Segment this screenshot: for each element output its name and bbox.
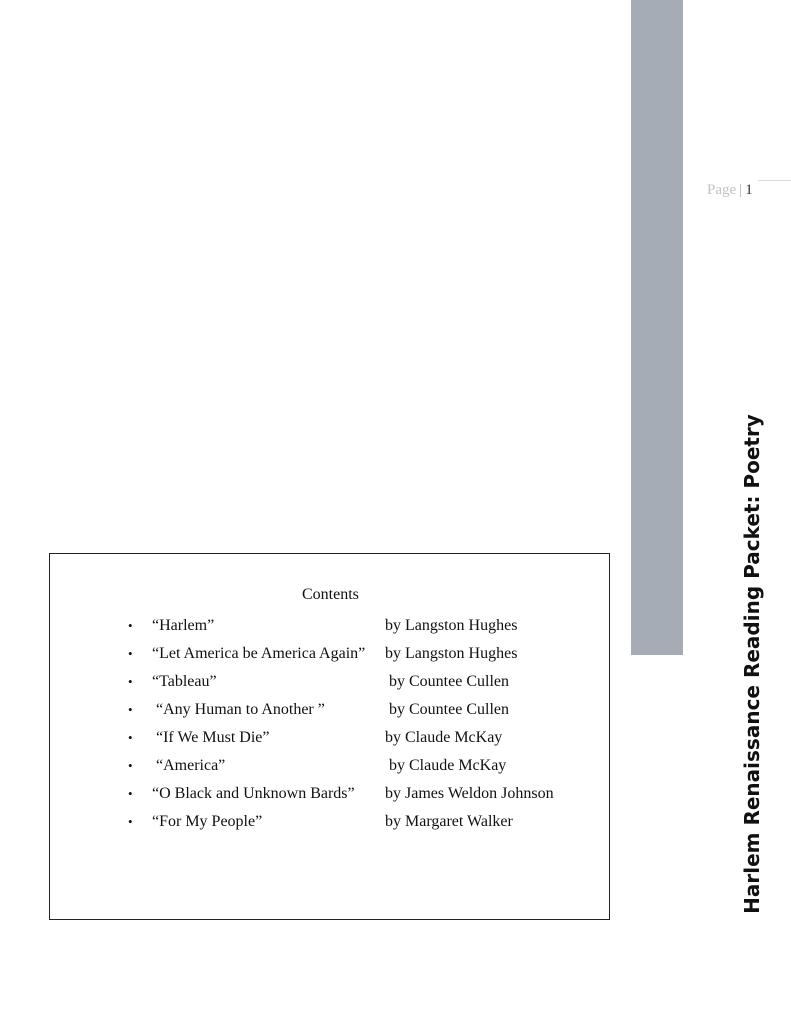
contents-heading: Contents <box>302 586 359 603</box>
list-item <box>50 808 609 836</box>
bullet-icon: • <box>128 758 133 773</box>
page-number: 1 <box>745 182 753 198</box>
poem-title: “For My People” <box>152 813 263 830</box>
poem-author: by James Weldon Johnson <box>385 785 554 802</box>
poem-title: “Harlem” <box>152 617 215 634</box>
bullet-icon: • <box>128 814 133 829</box>
bullet-icon: • <box>128 730 133 745</box>
poem-author: by Countee Cullen <box>389 701 509 718</box>
list-item <box>50 696 609 724</box>
poem-author: by Claude McKay <box>385 729 503 746</box>
poem-author: by Countee Cullen <box>389 673 509 690</box>
header-rule <box>758 180 791 181</box>
poem-title: “Any Human to Another ” <box>156 701 325 718</box>
list-item <box>50 780 609 808</box>
bullet-icon: • <box>128 646 133 661</box>
list-item <box>50 668 609 696</box>
poem-title: “America” <box>156 757 226 774</box>
bullet-icon: • <box>128 674 133 689</box>
list-item <box>50 752 609 780</box>
contents-box <box>49 553 610 920</box>
list-item <box>50 612 609 640</box>
page-number-label <box>707 182 753 199</box>
poem-author: by Claude McKay <box>389 757 507 774</box>
bullet-icon: • <box>128 618 133 633</box>
poem-title: “Let America be America Again” <box>152 645 366 662</box>
poem-title: “Tableau” <box>152 673 217 690</box>
poem-title: “If We Must Die” <box>156 729 270 746</box>
bullet-icon: • <box>128 702 133 717</box>
page-separator: | <box>739 182 743 198</box>
document-title: Harlem Renaissance Reading Packet: Poetry <box>740 414 764 914</box>
bullet-icon: • <box>128 786 133 801</box>
poem-title: “O Black and Unknown Bards” <box>152 785 355 802</box>
contents-list <box>50 612 609 836</box>
list-item <box>50 724 609 752</box>
poem-author: by Margaret Walker <box>385 813 513 830</box>
poem-author: by Langston Hughes <box>385 617 518 634</box>
decorative-sidebar-band <box>631 0 683 655</box>
poem-author: by Langston Hughes <box>385 645 518 662</box>
list-item <box>50 640 609 668</box>
page-word: Page <box>707 182 737 198</box>
